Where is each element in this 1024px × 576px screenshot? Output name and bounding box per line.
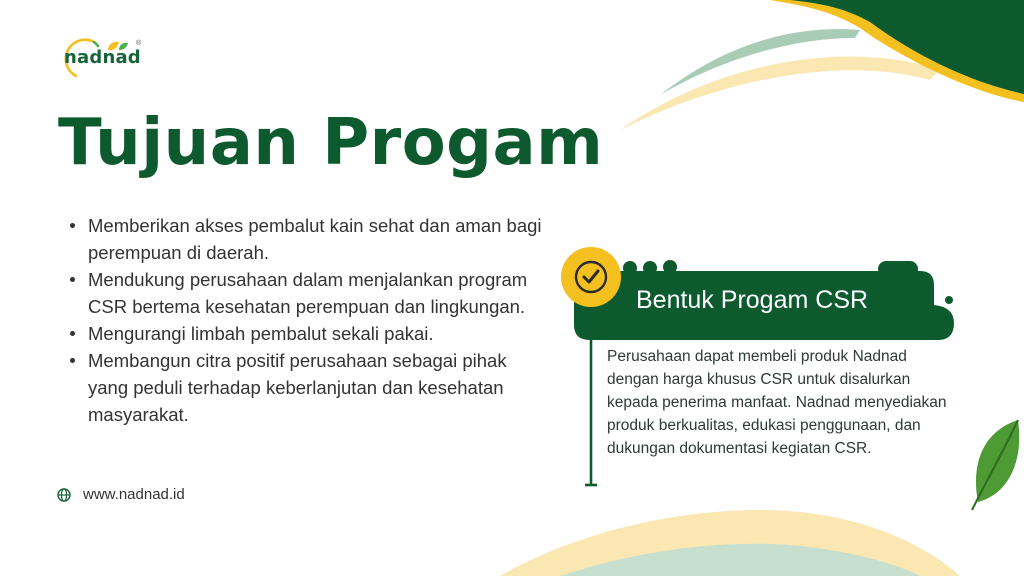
logo-text: nadnad — [64, 47, 141, 68]
page-title: Tujuan Progam — [58, 106, 604, 180]
leaf-icon — [968, 416, 1024, 512]
csr-card-title: Bentuk Progam CSR — [636, 286, 869, 314]
csr-card-description: Perusahaan dapat membeli produk Nadnad dengan harga khusus CSR untuk disalurkan kepada penerima manfaat. Nadnad menyediakan produk berkualitas, edukasi penggunaan, dan dukungan dokumentasi kegiatan CSR. — [607, 348, 947, 457]
check-icon — [560, 246, 622, 308]
website-url: www.nadnad.id — [83, 486, 185, 503]
list-item: Membangun citra positif perusahaan sebagai pihak yang peduli terhadap keberlanjutan dan kesehatan masyarakat. — [64, 347, 544, 428]
list-item: Mengurangi limbah pembalut sekali pakai. — [64, 320, 544, 347]
logo-registered-mark: ® — [136, 40, 142, 47]
list-item: Memberikan akses pembalut kain sehat dan aman bagi perempuan di daerah. — [64, 212, 544, 266]
goals-list — [64, 212, 544, 428]
globe-icon — [57, 488, 71, 502]
list-item: Mendukung perusahaan dalam menjalankan program CSR bertema kesehatan perempuan dan lingkungan. — [64, 266, 544, 320]
website-link[interactable] — [57, 486, 185, 503]
nadnad-logo — [56, 36, 146, 80]
